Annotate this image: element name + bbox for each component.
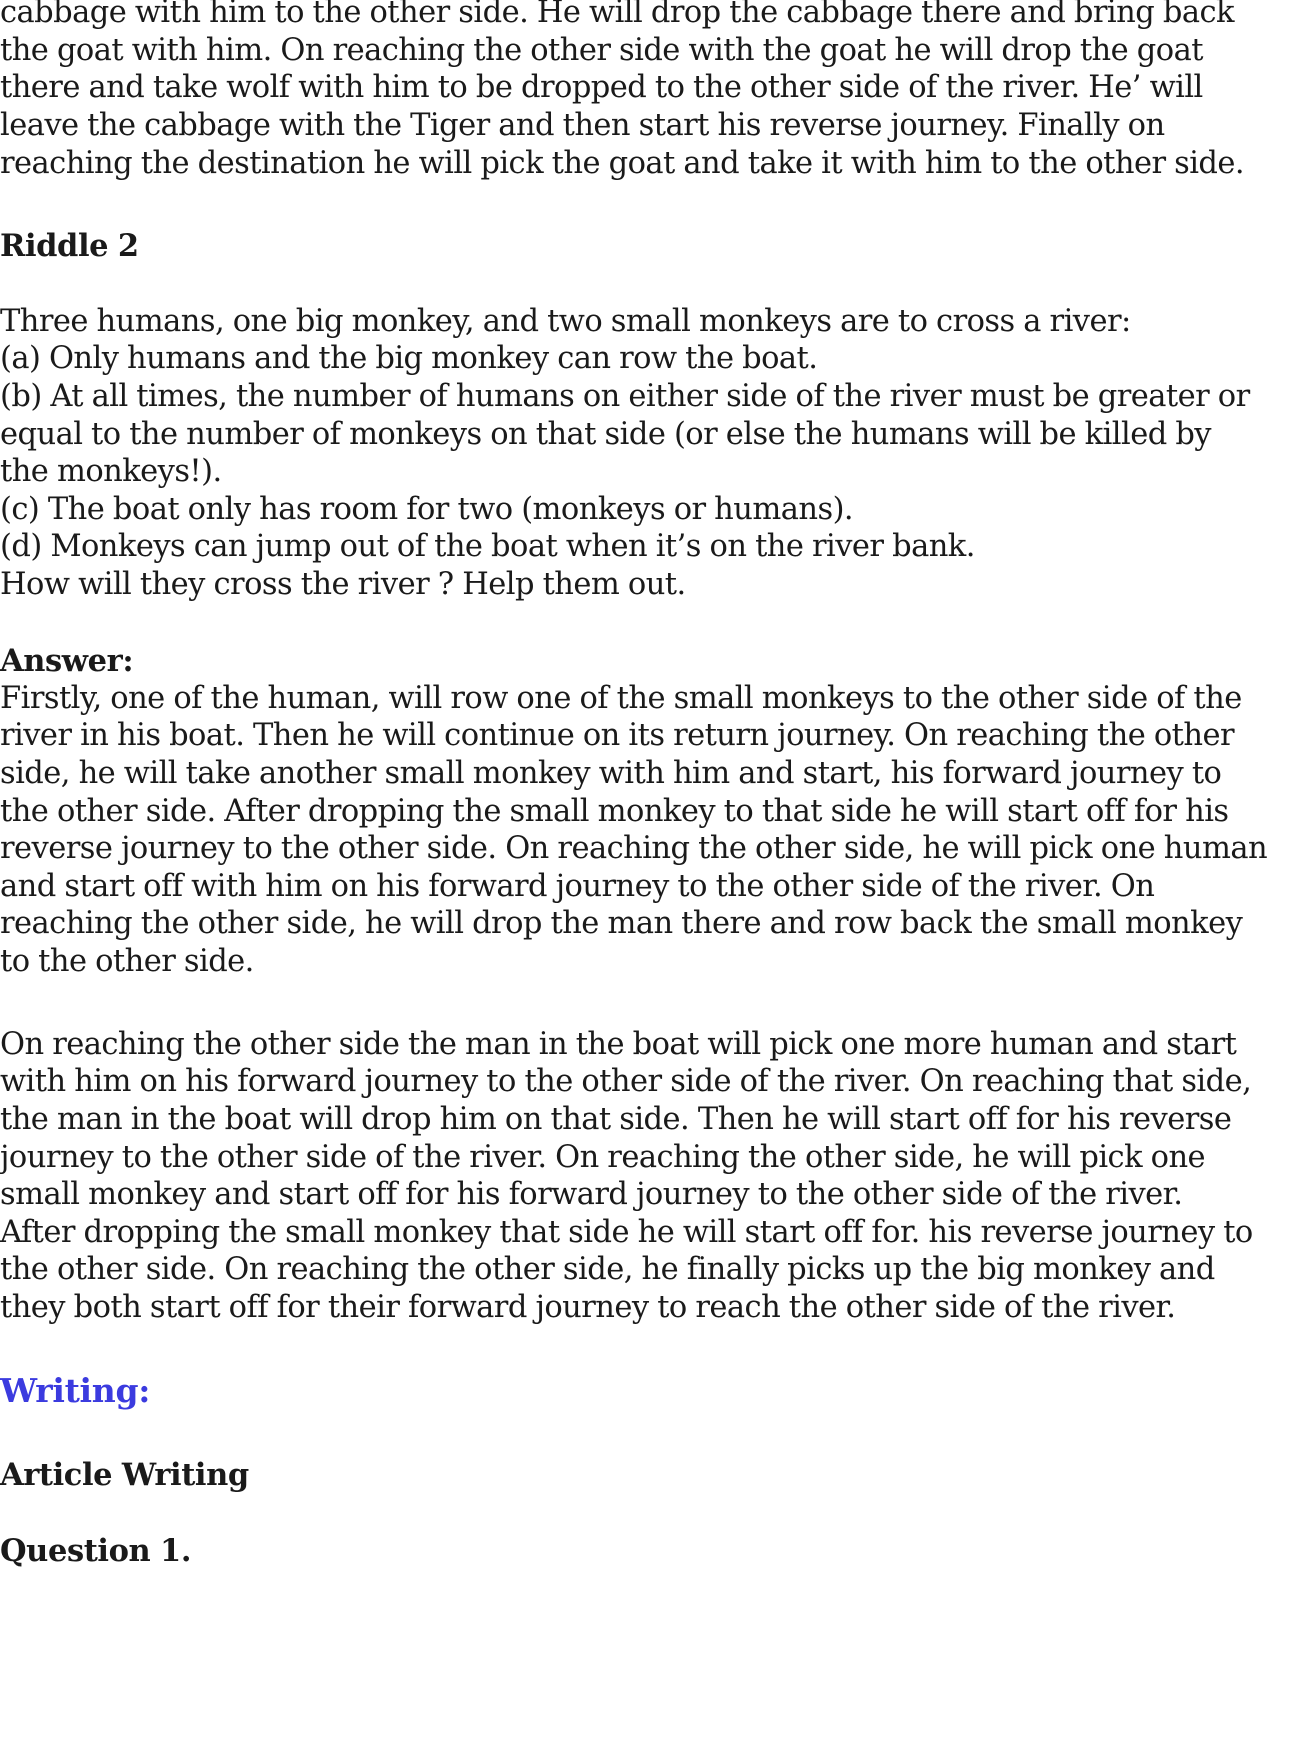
question-heading: Question 1.	[0, 1533, 192, 1569]
paragraph-line: reverse journey to the other side. On reaching the other side, he will pick one human	[0, 831, 1268, 866]
riddle-heading: Riddle 2	[0, 228, 139, 264]
paragraph-line: reaching the other side, he will drop the man there and row back the small monkey	[0, 906, 1243, 941]
paragraph-line: cabbage with him to the other side. He will drop the cabbage there and bring back	[0, 0, 1234, 30]
paragraph-line: the goat with him. On reaching the other side with the goat he will drop the goat	[0, 33, 1203, 68]
paragraph-line: to the other side.	[0, 944, 254, 979]
riddle-line: Three humans, one big monkey, and two small monkeys are to cross a river:	[0, 304, 1131, 339]
paragraph-line: small monkey and start off for his forward journey to the other side of the river.	[0, 1177, 1183, 1212]
answer-heading: Answer:	[0, 643, 134, 679]
paragraph-line: After dropping the small monkey that side he will start off for. his reverse journey to	[0, 1215, 1253, 1250]
paragraph-line: river in his boat. Then he will continue on its return journey. On reaching the other	[0, 718, 1235, 753]
paragraph-line: the other side. After dropping the small monkey to that side he will start off for his	[0, 794, 1229, 829]
riddle-line: (a) Only humans and the big monkey can row the boat.	[0, 341, 818, 376]
paragraph-line: journey to the other side of the river. On reaching the other side, he will pick one	[0, 1140, 1206, 1175]
paragraph-line: leave the cabbage with the Tiger and then start his reverse journey. Finally on	[0, 108, 1165, 143]
paragraph-line: side, he will take another small monkey with him and start, his forward journey to	[0, 756, 1222, 791]
paragraph-line: with him on his forward journey to the other side of the river. On reaching that side,	[0, 1064, 1252, 1099]
riddle-line: the monkeys!).	[0, 454, 222, 489]
riddle-line: equal to the number of monkeys on that side (or else the humans will be killed by	[0, 417, 1211, 452]
riddle-line: (c) The boat only has room for two (monkeys or humans).	[0, 492, 854, 527]
paragraph-line: Firstly, one of the human, will row one of the small monkeys to the other side of the	[0, 681, 1242, 716]
paragraph-line: there and take wolf with him to be dropped to the other side of the river. He’ will	[0, 70, 1203, 105]
paragraph-line: they both start off for their forward journey to reach the other side of the river.	[0, 1290, 1176, 1325]
paragraph-line: the other side. On reaching the other side, he finally picks up the big monkey and	[0, 1252, 1215, 1287]
riddle-line: (b) At all times, the number of humans on either side of the river must be greater or	[0, 379, 1250, 414]
riddle-line: (d) Monkeys can jump out of the boat when it’s on the river bank.	[0, 529, 975, 564]
paragraph-line: On reaching the other side the man in the boat will pick one more human and start	[0, 1027, 1237, 1062]
riddle-line: How will they cross the river ? Help them out.	[0, 567, 686, 602]
paragraph-line: reaching the destination he will pick the goat and take it with him to the other side.	[0, 146, 1245, 181]
paragraph-line: and start off with him on his forward journey to the other side of the river. On	[0, 869, 1155, 904]
article-writing-heading: Article Writing	[0, 1457, 249, 1493]
paragraph-line: the man in the boat will drop him on that side. Then he will start off for his reverse	[0, 1102, 1232, 1137]
writing-section-heading: Writing:	[0, 1371, 151, 1410]
